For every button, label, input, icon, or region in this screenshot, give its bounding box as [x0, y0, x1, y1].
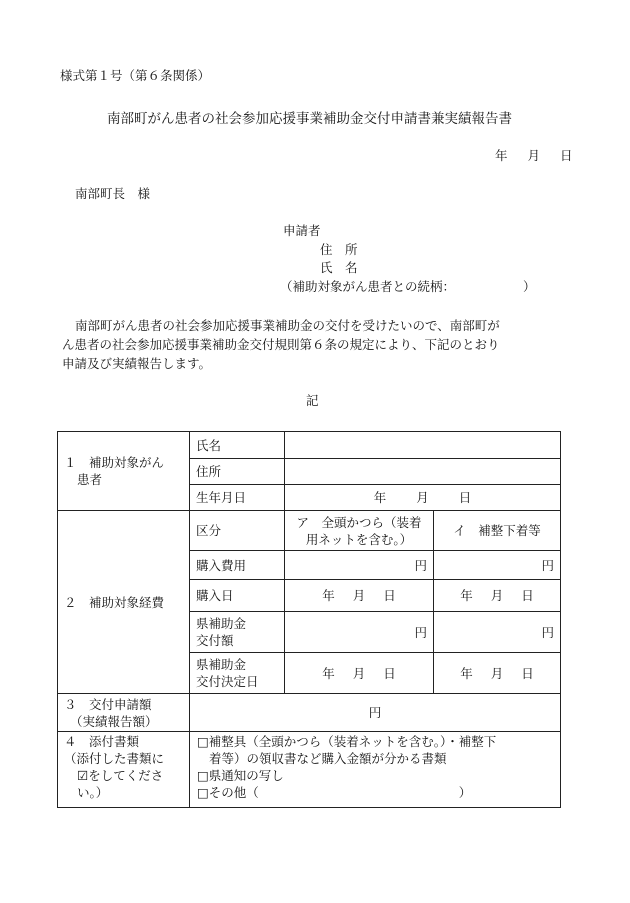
applicant-heading: 申請者 — [283, 223, 321, 238]
attachment-item-other[interactable]: □その他（ ） — [197, 785, 472, 800]
pref-amount-a-field[interactable]: 円 — [285, 612, 434, 653]
date-year: 年 — [495, 148, 508, 163]
form-number: 様式第１号（第６条関係） — [60, 68, 211, 83]
ki-heading: 記 — [306, 393, 319, 408]
pref-date-label: 県補助金 交付決定日 — [190, 653, 285, 694]
dob-label: 生年月日 — [190, 485, 285, 511]
purchase-date-a-field[interactable]: 年 月 日 — [285, 580, 434, 612]
section2-label: ２ 補助対象経費 — [58, 511, 190, 694]
pref-amount-label: 県補助金 交付額 — [190, 612, 285, 653]
name-label: 氏名 — [190, 432, 285, 459]
relation-close: ） — [523, 279, 536, 294]
date-day: 日 — [560, 148, 573, 163]
name-field[interactable] — [285, 432, 561, 459]
relation-open: （補助対象がん患者との続柄： — [280, 279, 456, 294]
applicant-name-label: 氏 名 — [320, 260, 358, 275]
addressee: 南部町長 様 — [75, 186, 151, 201]
address-field[interactable] — [285, 459, 561, 485]
attachment-item-receipt[interactable]: □補整具（全頭かつら（装着ネットを含む。）・補整下 — [197, 734, 497, 749]
purchase-date-label: 購入日 — [190, 580, 285, 612]
category-label: 区分 — [190, 511, 285, 551]
date-month: 月 — [527, 148, 541, 163]
application-table — [57, 431, 561, 808]
purchase-cost-label: 購入費用 — [190, 551, 285, 580]
document-title: 南部町がん患者の社会参加応援事業補助金交付申請書兼実績報告書 — [107, 111, 512, 127]
section3-label: ３ 交付申請額 （実績報告額） — [58, 694, 190, 732]
address-label: 住所 — [190, 459, 285, 485]
section4-label: ４ 添付書類 （添付した書類に ☑をしてくださ い。） — [58, 732, 190, 808]
category-col-b: イ 補整下着等 — [434, 511, 561, 551]
category-col-a: ア 全頭かつら（装着 用ネットを含む。） — [285, 511, 434, 551]
attachments-list — [190, 732, 561, 808]
attachment-item-receipt-cont: 着等）の領収書など購入金額が分かる書類 — [209, 751, 447, 766]
applicant-relation — [280, 277, 536, 295]
purchase-date-b-field[interactable]: 年 月 日 — [434, 580, 561, 612]
purchase-cost-b-field[interactable]: 円 — [434, 551, 561, 580]
attachment-item-pref-notice[interactable]: □県通知の写し — [197, 768, 284, 783]
body-line-1: 南部町がん患者の社会参加応援事業補助金の交付を受けたいので、南部町が — [75, 318, 500, 333]
pref-date-a-field[interactable]: 年 月 日 — [285, 653, 434, 694]
date-line — [495, 146, 573, 164]
body-line-2: ん患者の社会参加応援事業補助金交付規則第６条の規定により、下記のとおり — [62, 337, 500, 352]
application-amount-field[interactable]: 円 — [190, 694, 561, 732]
purchase-cost-a-field[interactable]: 円 — [285, 551, 434, 580]
dob-field[interactable]: 年 月 日 — [285, 485, 561, 511]
body-line-3: 申請及び実績報告します。 — [62, 356, 212, 371]
applicant-address-label: 住 所 — [320, 242, 358, 257]
pref-amount-b-field[interactable]: 円 — [434, 612, 561, 653]
section1-label: １ 補助対象がん 患者 — [58, 432, 190, 511]
pref-date-b-field[interactable]: 年 月 日 — [434, 653, 561, 694]
